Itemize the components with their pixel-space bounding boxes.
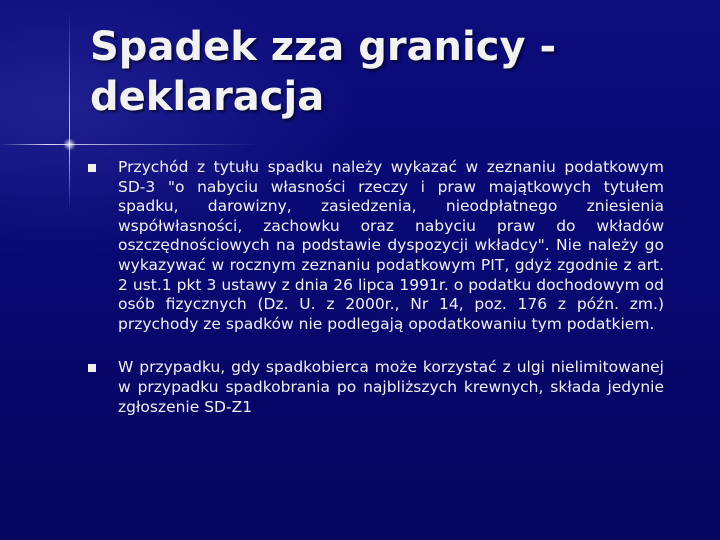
decorative-vertical-line bbox=[69, 10, 70, 210]
bullet-text: W przypadku, gdy spadkobierca może korzystać z ulgi nielimitowanej w przypadku spadkobrania po najbliższych krewnych, składa jedynie zgłoszenie SD-Z1 bbox=[118, 358, 664, 416]
bullet-list bbox=[88, 158, 664, 417]
square-bullet-icon bbox=[88, 364, 96, 372]
bullet-item-unlimited-relief bbox=[88, 358, 664, 417]
square-bullet-icon bbox=[88, 164, 96, 172]
bullet-text: Przychód z tytułu spadku należy wykazać w zeznaniu podatkowym SD-3 "o nabyciu własności rzeczy i praw majątkowych tytułem spadku, darowizny, zasiedzenia, nieodpłatnego zniesienia współwłasności, zachowku oraz nabyciu praw do wkładów oszczędnościowych na podstawie dyspozycji wkładcy". Nie należy go wykazywać w rocznym zeznaniu podatkowym PIT, gdyż zgodnie z art. 2 ust.1 pkt 3 ustawy z dnia 26 lipca 1991r. o podatku dochodowym od osób fizycznych (Dz. U. z 2000r., Nr 14, poz. 176 z późn. zm.) przychody ze spadków nie podlegają opodatkowaniu tym podatkiem. bbox=[118, 158, 664, 333]
decorative-glow bbox=[63, 138, 76, 151]
slide-title: Spadek zza granicy - deklaracja bbox=[90, 24, 557, 120]
bullet-item-inheritance-declaration bbox=[88, 158, 664, 334]
decorative-horizontal-line bbox=[0, 144, 260, 145]
